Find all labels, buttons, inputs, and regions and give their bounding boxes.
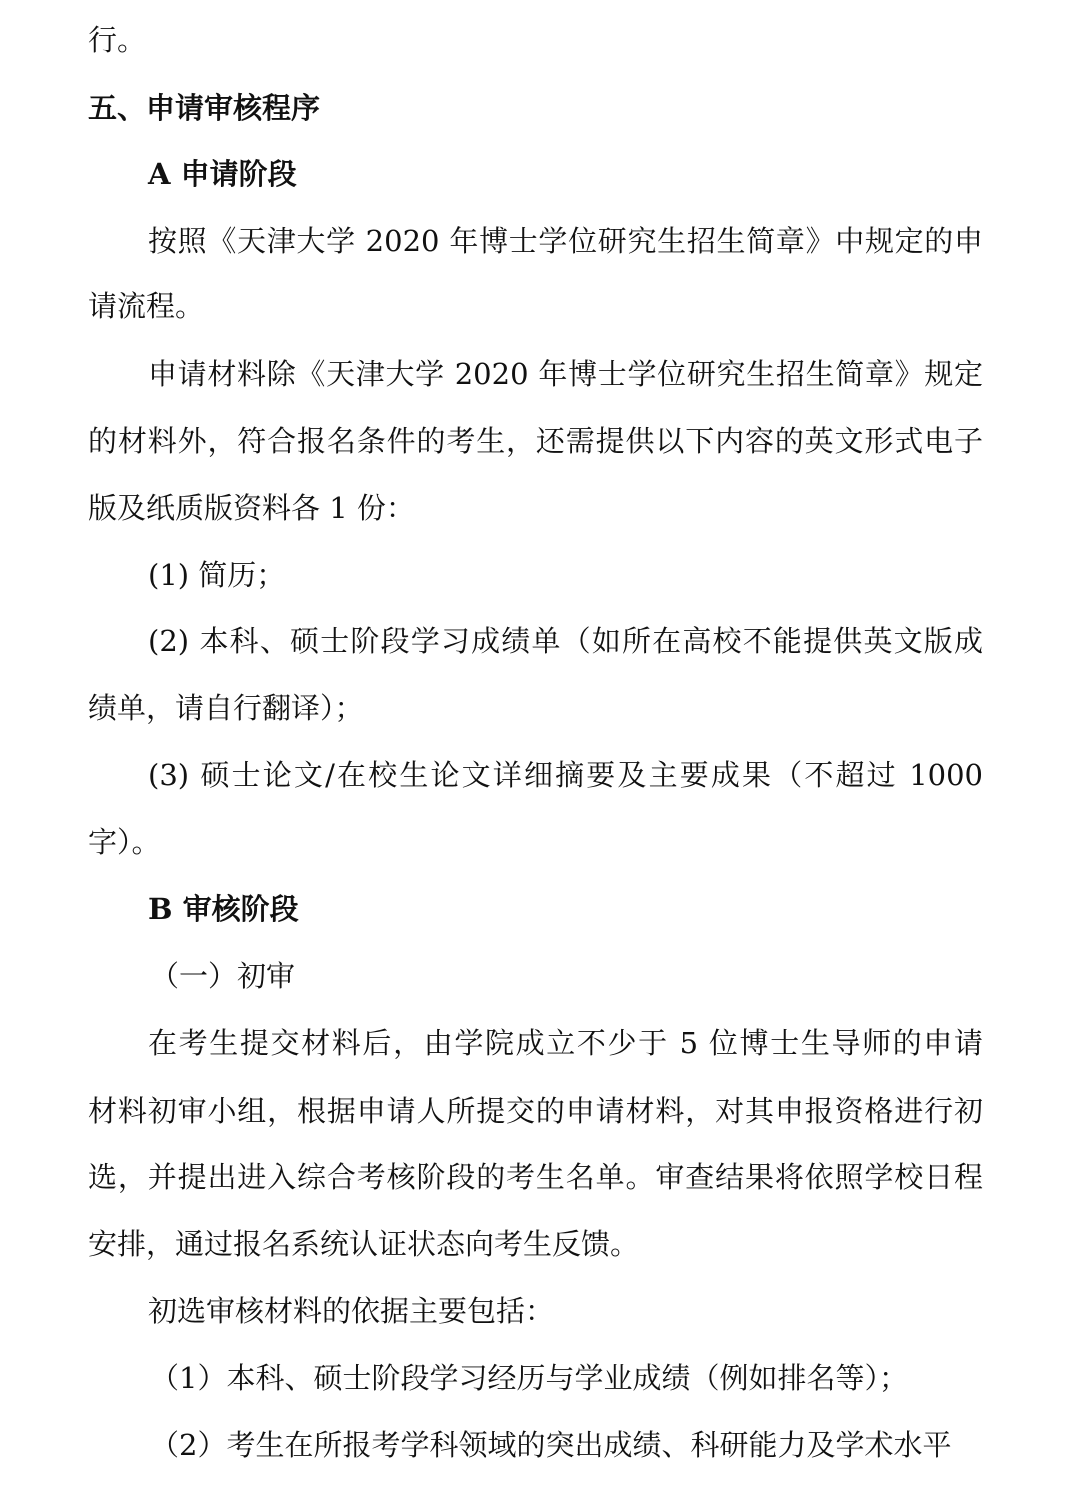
paragraph-line: 初选审核材料的依据主要包括：	[148, 1294, 555, 1328]
list-item: (2) 本科、硕士阶段学习成绩单（如所在高校不能提供英文版成	[148, 624, 983, 658]
list-item: （1）本科、硕士阶段学习经历与学业成绩（例如排名等）；	[150, 1361, 908, 1395]
subsection-heading: A 申请阶段	[148, 157, 297, 191]
subsection-heading: B 审核阶段	[148, 892, 299, 926]
list-item-continuation: 字）。	[88, 825, 161, 859]
paragraph-line: 的材料外，符合报名条件的考生，还需提供以下内容的英文形式电子	[88, 424, 983, 458]
paragraph-line: 按照《天津大学 2020 年博士学位研究生招生简章》中规定的申	[148, 224, 983, 258]
list-item-continuation: 绩单，请自行翻译）；	[88, 691, 364, 725]
paragraph-line: 材料初审小组，根据申请人所提交的申请材料，对其申报资格进行初	[88, 1094, 983, 1128]
paragraph-line: 行。	[88, 23, 147, 57]
paragraph-line: 在考生提交材料后，由学院成立不少于 5 位博士生导师的申请	[148, 1026, 983, 1060]
paragraph-line: 申请材料除《天津大学 2020 年博士学位研究生招生简章》规定	[148, 357, 983, 391]
list-item: (1) 简历；	[148, 558, 286, 592]
paragraph-line: 选，并提出进入综合考核阶段的考生名单。审查结果将依照学校日程	[88, 1160, 983, 1194]
paragraph-line: 请流程。	[88, 289, 205, 323]
section-heading: 五、申请审核程序	[88, 91, 321, 125]
sub-subsection-heading: （一）初审	[150, 959, 296, 993]
paragraph-line: 版及纸质版资料各 1 份：	[88, 491, 415, 525]
paragraph-line: 安排，通过报名系统认证状态向考生反馈。	[88, 1227, 640, 1261]
list-item: (3) 硕士论文/在校生论文详细摘要及主要成果（不超过 1000	[148, 758, 983, 792]
list-item: （2）考生在所报考学科领域的突出成绩、科研能力及学术水平	[150, 1428, 952, 1462]
